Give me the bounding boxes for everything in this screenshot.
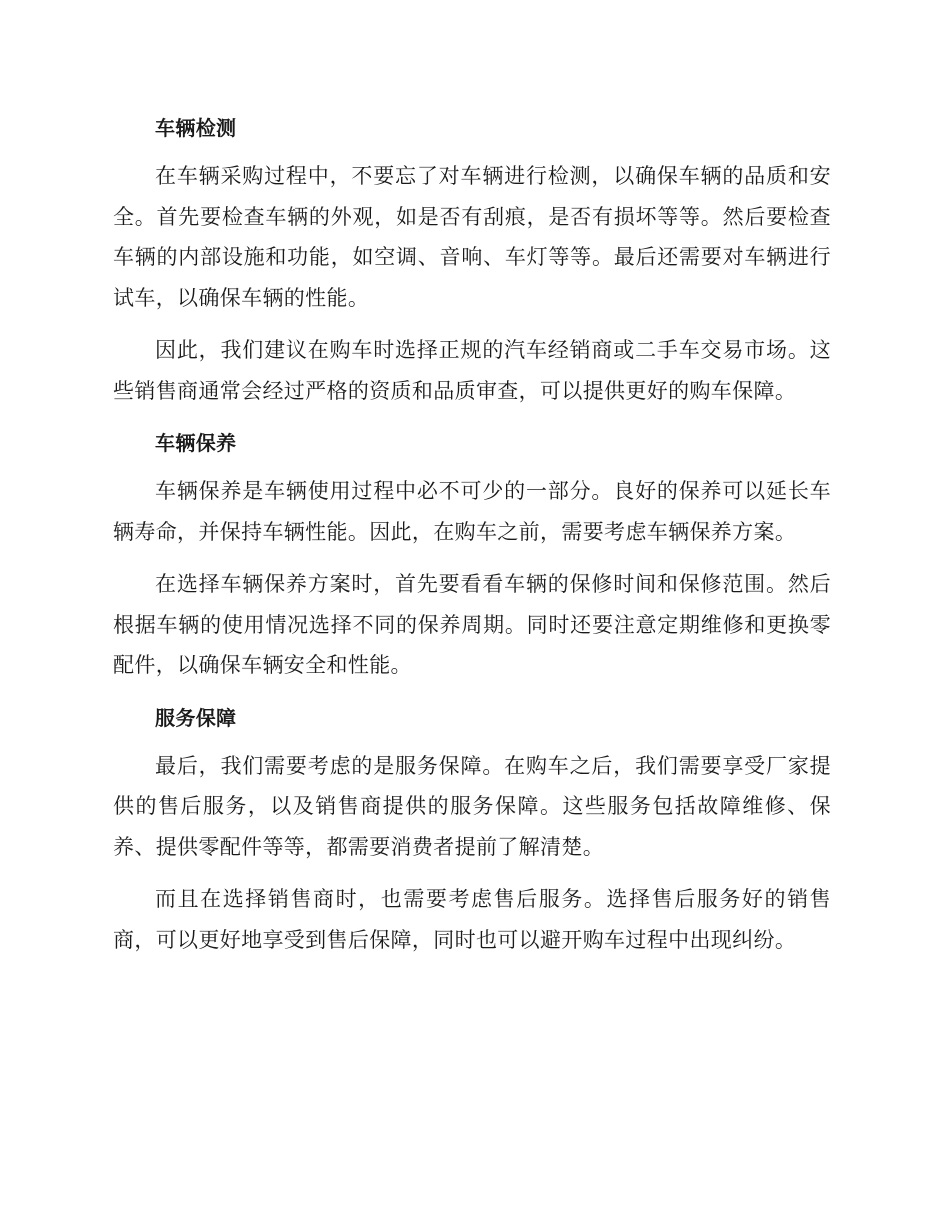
paragraph: 车辆保养是车辆使用过程中必不可少的一部分。良好的保养可以延长车辆寿命，并保持车辆性能。因此，在购车之前，需要考虑车辆保养方案。 xyxy=(113,479,831,544)
section-heading-vehicle-inspection: 车辆检测 xyxy=(155,116,237,140)
paragraph: 而且在选择销售商时，也需要考虑售后服务。选择售后服务好的销售商，可以更好地享受到售后保障，同时也可以避开购车过程中出现纠纷。 xyxy=(113,887,831,952)
section-heading-vehicle-maintenance: 车辆保养 xyxy=(155,431,237,455)
paragraph: 在车辆采购过程中，不要忘了对车辆进行检测，以确保车辆的品质和安全。首先要检查车辆的外观，如是否有刮痕，是否有损坏等等。然后要检查车辆的内部设施和功能，如空调、音响、车灯等等。最后还需要对车辆进行试车，以确保车辆的性能。 xyxy=(113,164,831,310)
document-body xyxy=(113,108,831,960)
paragraph: 在选择车辆保养方案时，首先要看看车辆的保修时间和保修范围。然后根据车辆的使用情况选择不同的保养周期。同时还要注意定期维修和更换零配件，以确保车辆安全和性能。 xyxy=(113,572,831,677)
paragraph: 因此，我们建议在购车时选择正规的汽车经销商或二手车交易市场。这些销售商通常会经过严格的资质和品质审查，可以提供更好的购车保障。 xyxy=(113,338,831,403)
section-heading-service-guarantee: 服务保障 xyxy=(155,705,237,730)
paragraph: 最后，我们需要考虑的是服务保障。在购车之后，我们需要享受厂家提供的售后服务，以及销售商提供的服务保障。这些服务包括故障维修、保养、提供零配件等等，都需要消费者提前了解清楚。 xyxy=(113,753,831,859)
